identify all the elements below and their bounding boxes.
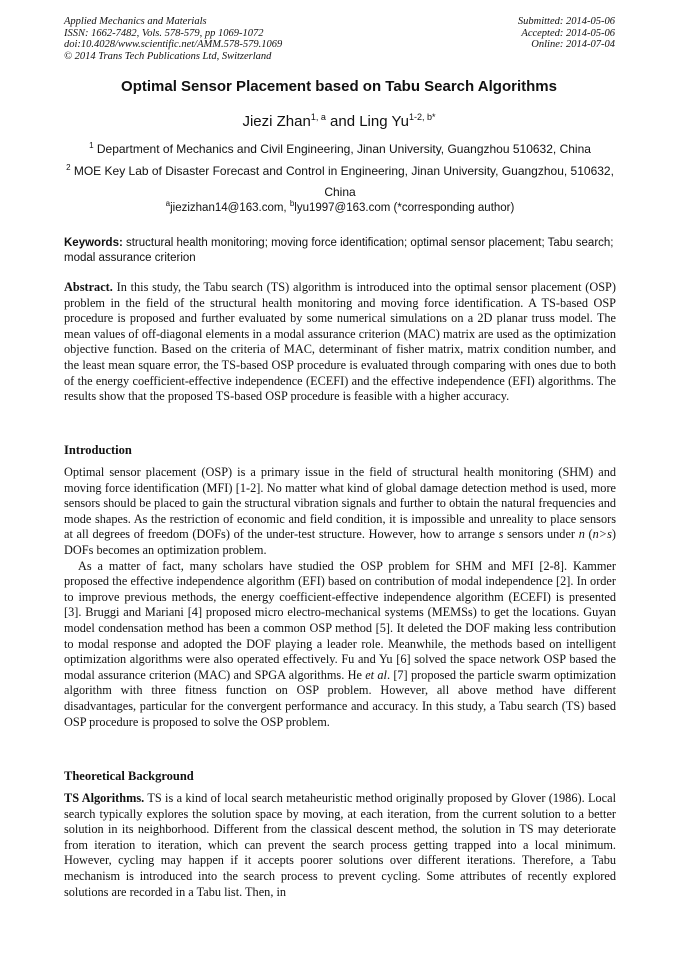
author-1-affiliation: 1, a [310,112,326,122]
submission-dates [518,16,615,51]
keywords [64,236,616,266]
email-b-marker: b [289,199,295,208]
intro-p1-var-n: n [578,527,585,542]
introduction-body [64,465,616,730]
intro-p1-text-3: ) DOFs becomes an optimization problem. [64,527,616,557]
online-date: Online: 2014-07-04 [531,39,615,50]
email-b[interactable]: lyu1997@163.com (*corresponding author) [294,201,515,214]
keywords-label: Keywords: [64,237,123,249]
author-2: Ling Yu [359,113,409,130]
affiliation-2 [64,157,616,203]
author-conjunction: and [325,113,360,130]
email-a-marker: a [165,199,171,208]
affiliation-1-number: 1 [89,141,94,150]
intro-p2-text: As a matter of fact, many scholars have studied the OSP problem for SHM and MFI [2-8]. Kammer proposed the effective independence algorithm (EFI) based on contribution of modal independence [2]. In order to improve previous methods, the energy coefficient-effective independence algorithm (ECEFI) is presented [3]. Bruggi and Mariani [4] proposed micro electro-mechanical systems (MEMSs) to get the locations. Guyan model condensation method has been a common OSP method [5]. It deleted the DOF making less contribution to modal response and adopted the DOF playing a leader role. Meanwhile, the methods based on intelligent optimization algorithms were also operated effectively. Fu and Yu [6] solved the space network OSP based the modal assurance criterion (MAC) and SPGA algorithms. He [64,558,616,682]
abstract-text: In this study, the Tabu search (TS) algorithm is introduced into the optimal sensor placement (OSP) problem in the field of the structural health monitoring and moving force identification. A TS-based OSP procedure is proposed and further evaluated by some numerical simulations on a 2D planar truss model. The mean values of off-diagonal elements in a modal assurance criterion (MAC) matrix are used as the optimization objective function. Based on the criteria of MAC, determinant of fisher matrix, matrix condition number, and the least mean square error, the TS-based OSP procedure is evaluated through comparing with ones due to both of the energy coefficient-effective independence (ECEFI) and the effective independence (EFI) algorithms. The results show that the proposed TS-based OSP procedure is feasible with a higher accuracy. [64,280,616,404]
journal-copyright: © 2014 Trans Tech Publications Ltd, Switzerland [64,50,272,62]
theory-heading: Theoretical Background [64,769,194,783]
keywords-text: structural health monitoring; moving force identification; optimal sensor placement; Tabu search; modal assurance criterion [64,237,614,264]
ts-algorithms-text: TS is a kind of local search metaheuristic method originally proposed by Glover (1986). Local search typically explores the solution space by moving, at each iteration, from the current solution to a better solution in its neighborhood. Different from the classical descent method, the solution in TS may deteriorate from iteration to iteration, which can prevent the search process getting trapped into a local minimum. However, cycling may happen if it accepts poorer solutions over different iterations. Therefore, a Tabu mechanism is introduced into the search process to prevent cycling. Some attributes of recently explored solutions are recorded in a Tabu list. Then, in [64,791,616,899]
email-a[interactable]: jiezizhan14@163.com, [170,201,290,214]
intro-p1-text: Optimal sensor placement (OSP) is a primary issue in the field of structural health monitoring (SHM) and moving force identification (MFI) [1-2]. No matter what kind of global damage detection method is used, more sensors should be placed to gain the structural vibration signals and further to obtain the natural frequencies and mode shapes. As the restriction of economic and field condition, it is impossible and unreality to place sensors at all degrees of freedom (DOFs) of the under-test structure. However, how to arrange [64,465,616,542]
journal-issn: ISSN: 1662-7482, Vols. 578-579, pp 1069-1072 [64,27,264,39]
affiliation-2-number: 2 [66,163,71,172]
ts-algorithms-paragraph [64,791,616,900]
affiliation-1-text: Department of Mechanics and Civil Engineering, Jinan University, Guangzhou 510632, China [93,142,591,156]
intro-paragraph-1 [64,465,616,559]
intro-p1-var-s: s [498,527,504,542]
abstract-label: Abstract. [64,280,113,294]
journal-doi: doi:10.4028/www.scientific.net/AMM.578-579.1069 [64,39,283,50]
author-2-affiliation: 1-2, b* [409,112,436,122]
intro-paragraph-2 [64,559,616,731]
journal-name: Applied Mechanics and Materials [64,16,207,27]
author-list [40,112,638,130]
introduction-heading: Introduction [64,443,132,457]
affiliation-2-text: MOE Key Lab of Disaster Forecast and Control in Engineering, Jinan University, Guangzhou, 510632, China [70,164,614,199]
journal-info [64,16,282,62]
intro-p1-var-ns: n>s [592,527,612,542]
intro-p1-paren: ( [584,527,593,542]
intro-p2-text-2: . [7] proposed the particle swarm optimization algorithm with three fitness function on OSP problem. However, all above method have different disadvantages, particular for the convergent performance and accuracy. In this study, a Tabu search (TS) based OSP procedure is proposed to solve the OSP problem. [64,667,616,729]
intro-p1-text-2: sensors under [503,527,579,542]
abstract [64,280,616,405]
paper-title: Optimal Sensor Placement based on Tabu Search Algorithms [121,78,557,95]
intro-p2-et-al: et al [365,667,387,682]
submitted-date: Submitted: 2014-05-06 [517,16,615,27]
author-1: Jiezi Zhan [242,113,311,130]
accepted-date: Accepted: 2014-05-06 [521,27,615,39]
author-emails [64,199,616,214]
ts-algorithms-label: TS Algorithms. [64,791,145,805]
